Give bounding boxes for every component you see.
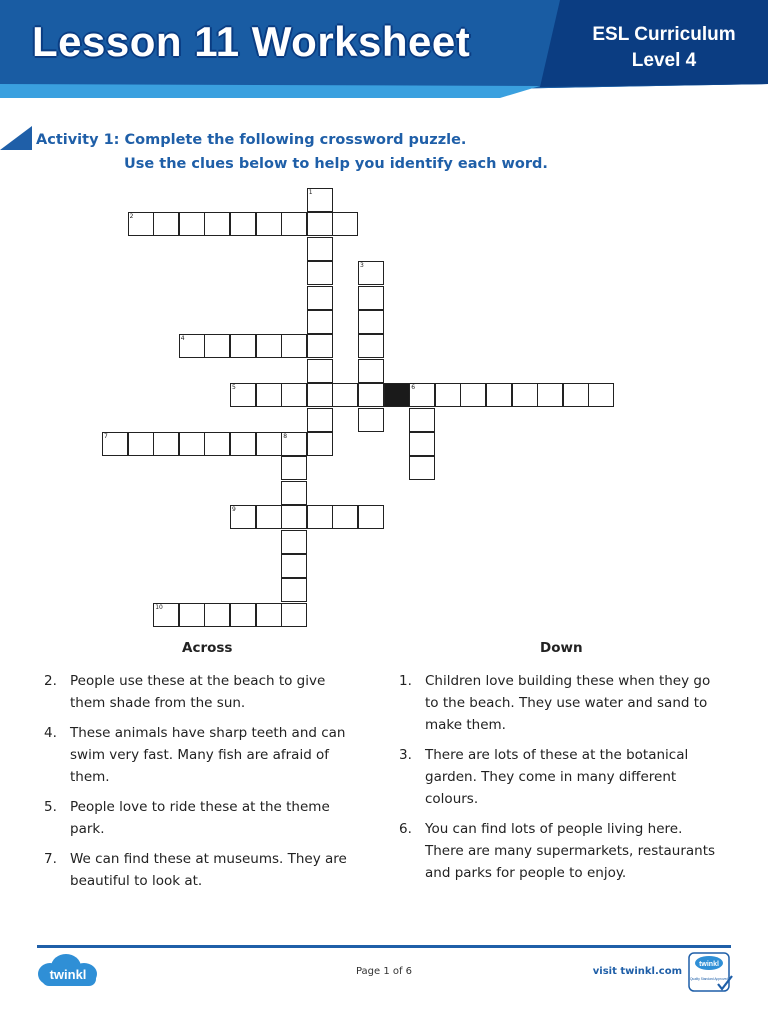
crossword-cell[interactable]	[230, 334, 256, 358]
crossword-cell[interactable]	[153, 432, 179, 456]
crossword-cell[interactable]	[435, 383, 461, 407]
crossword-cell[interactable]	[281, 383, 307, 407]
clue-number-label: 1	[308, 189, 313, 196]
clue-number: 2.	[44, 673, 57, 689]
crossword-cell[interactable]	[230, 432, 256, 456]
clue-text: People love to ride these at the theme park.	[70, 799, 330, 837]
crossword-cell[interactable]	[179, 212, 205, 236]
crossword-cell[interactable]	[332, 505, 358, 529]
crossword-black-cell	[384, 383, 410, 407]
crossword-cell[interactable]	[179, 432, 205, 456]
activity-marker-icon	[0, 126, 34, 152]
crossword-cell[interactable]	[256, 603, 282, 627]
crossword-cell[interactable]	[332, 212, 358, 236]
crossword-cell[interactable]	[179, 603, 205, 627]
clue-text: There are lots of these at the botanical garden. They come in many different colours.	[425, 747, 689, 807]
crossword-cell[interactable]	[358, 261, 384, 285]
crossword-cell[interactable]	[153, 603, 179, 627]
crossword-cell[interactable]	[204, 212, 230, 236]
clue-text: You can find lots of people living here. There are many supermarkets, restaurants and parks for people to enjoy.	[425, 821, 716, 881]
across-clue	[44, 670, 364, 714]
crossword-cell[interactable]	[307, 188, 333, 212]
crossword-cell[interactable]	[128, 212, 154, 236]
footer-divider	[37, 945, 731, 948]
crossword-cell[interactable]	[307, 212, 333, 236]
crossword-cell[interactable]	[460, 383, 486, 407]
crossword-cell[interactable]	[281, 456, 307, 480]
crossword-cell[interactable]	[486, 383, 512, 407]
level-label: Level 4	[631, 50, 697, 71]
crossword-cell[interactable]	[281, 432, 307, 456]
clue-text: Children love building these when they go to the beach. They use water and sand to make them.	[425, 673, 711, 733]
crossword-cell[interactable]	[307, 237, 333, 261]
crossword-cell[interactable]	[307, 261, 333, 285]
crossword-cell[interactable]	[204, 334, 230, 358]
clue-number-label: 10	[155, 603, 163, 611]
clue-number-label: 4	[180, 335, 185, 343]
down-clue	[399, 744, 717, 810]
crossword-cell[interactable]	[256, 334, 282, 358]
curriculum-label: ESL Curriculum	[592, 24, 736, 45]
crossword-cell[interactable]	[332, 383, 358, 407]
crossword-cell[interactable]	[281, 212, 307, 236]
across-clues-list	[44, 670, 364, 900]
across-clue	[44, 722, 364, 788]
clue-number-label: 3	[360, 262, 364, 270]
clue-text: These animals have sharp teeth and can swim very fast. Many fish are afraid of them.	[70, 725, 346, 785]
clue-number-label: 5	[232, 384, 236, 392]
crossword-cell[interactable]	[358, 383, 384, 407]
crossword-cell[interactable]	[281, 603, 307, 627]
clue-number: 5.	[44, 799, 57, 815]
badge-brand: twinkl	[699, 961, 719, 968]
crossword-cell[interactable]	[281, 530, 307, 554]
across-clue	[44, 796, 364, 840]
clue-number-label: 2	[129, 213, 134, 221]
crossword-cell[interactable]	[153, 212, 179, 236]
crossword-cell[interactable]	[307, 383, 333, 407]
page-title: Lesson 11 Worksheet	[32, 18, 471, 65]
crossword-cell[interactable]	[307, 432, 333, 456]
across-clue	[44, 848, 364, 892]
crossword-cell[interactable]	[281, 578, 307, 602]
page-number: Page 1 of 6	[355, 966, 413, 977]
crossword-cell[interactable]	[358, 359, 384, 383]
crossword-cell[interactable]	[281, 505, 307, 529]
crossword-cell[interactable]	[307, 310, 333, 334]
clue-number: 1.	[399, 673, 412, 689]
crossword-cell[interactable]	[256, 432, 282, 456]
visit-link[interactable]: visit twinkl.com	[592, 966, 682, 977]
crossword-cell[interactable]	[358, 408, 384, 432]
logo-text: twinkl	[49, 967, 87, 982]
header-banner	[0, 0, 768, 100]
crossword-cell[interactable]	[230, 383, 256, 407]
clue-number: 7.	[44, 851, 57, 867]
clue-number: 4.	[44, 725, 57, 741]
clue-number-label: 9	[232, 506, 236, 514]
activity-line-1: Activity 1: Complete the following crossword puzzle.	[36, 132, 467, 148]
crossword-cell[interactable]	[409, 432, 435, 456]
crossword-cell[interactable]	[128, 432, 154, 456]
crossword-cell[interactable]	[204, 603, 230, 627]
crossword-cell[interactable]	[307, 505, 333, 529]
down-clues-list	[399, 670, 717, 892]
clue-number: 3.	[399, 747, 412, 763]
crossword-cell[interactable]	[358, 286, 384, 310]
across-heading: Across	[182, 640, 233, 656]
crossword-cell[interactable]	[256, 505, 282, 529]
crossword-cell[interactable]	[537, 383, 563, 407]
crossword-cell[interactable]	[256, 383, 282, 407]
crossword-cell[interactable]	[409, 408, 435, 432]
activity-line-2: Use the clues below to help you identify each word.	[124, 156, 548, 172]
badge-text: Quality Standard Approved	[689, 977, 729, 981]
down-heading: Down	[540, 640, 583, 656]
quality-badge-icon	[688, 952, 734, 994]
crossword-cell[interactable]	[230, 505, 256, 529]
crossword-cell[interactable]	[307, 359, 333, 383]
clue-number: 6.	[399, 821, 412, 837]
crossword-cell[interactable]	[409, 383, 435, 407]
crossword-cell[interactable]	[512, 383, 538, 407]
crossword-cell[interactable]	[409, 456, 435, 480]
clue-number-label: 7	[104, 433, 108, 440]
down-clue	[399, 818, 717, 884]
crossword-cell[interactable]	[358, 334, 384, 358]
crossword-cell[interactable]	[563, 383, 589, 407]
crossword-cell[interactable]	[230, 212, 256, 236]
crossword-cell[interactable]	[281, 481, 307, 505]
crossword-cell[interactable]	[281, 554, 307, 578]
crossword-cell[interactable]	[358, 310, 384, 334]
clue-text: We can find these at museums. They are beautiful to look at.	[70, 851, 347, 889]
down-clue	[399, 670, 717, 736]
crossword-cell[interactable]	[179, 334, 205, 358]
crossword-cell[interactable]	[358, 505, 384, 529]
clue-text: People use these at the beach to give them shade from the sun.	[70, 673, 326, 711]
crossword-cell[interactable]	[204, 432, 230, 456]
crossword-cell[interactable]	[307, 334, 333, 358]
crossword-cell[interactable]	[588, 383, 614, 407]
clue-number-label: 6	[411, 384, 416, 392]
twinkl-logo-icon[interactable]	[36, 950, 100, 994]
crossword-cell[interactable]	[102, 432, 128, 456]
crossword-cell[interactable]	[307, 286, 333, 310]
crossword-cell[interactable]	[307, 408, 333, 432]
clue-number-label: 8	[283, 433, 288, 440]
activity-instructions	[36, 128, 548, 176]
crossword-cell[interactable]	[256, 212, 282, 236]
crossword-cell[interactable]	[281, 334, 307, 358]
crossword-cell[interactable]	[230, 603, 256, 627]
